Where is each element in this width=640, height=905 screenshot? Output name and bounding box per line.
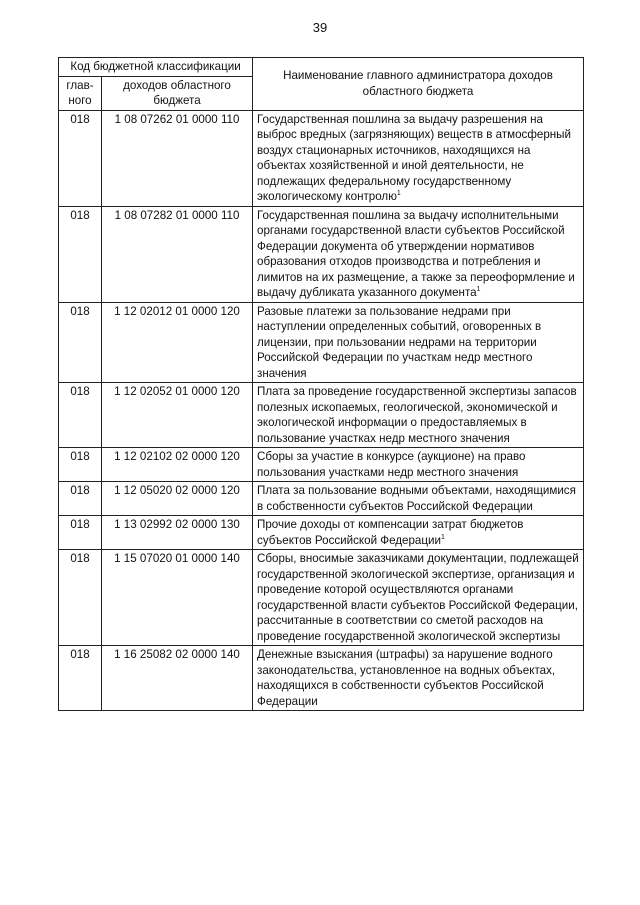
- footnote-marker: 1: [476, 286, 481, 294]
- admin-code-cell: [59, 448, 102, 482]
- income-code-cell: [102, 550, 253, 646]
- income-name-cell-text: Государственная пошлина за выдачу исполнительными органами государственной власти субъектов Российской Федерации документа об утверждении нормативов образования отходов производства и потребления и лимитов на их размещение, а также за переоформление и выдачу дубликата указанного документа: [257, 208, 575, 299]
- income-code-cell-text: 1 12 02102 02 0000 120: [114, 450, 240, 463]
- income-code-cell: [102, 482, 253, 516]
- income-name-cell-text: Прочие доходы от компенсации затрат бюджетов субъектов Российской Федерации: [257, 518, 524, 547]
- admin-code-cell-text: 018: [70, 648, 90, 661]
- income-code-cell: [102, 206, 253, 302]
- income-name-cell: [253, 448, 584, 482]
- admin-code-cell: [59, 482, 102, 516]
- income-name-cell-text: Разовые платежи за пользование недрами при наступлении определенных событий, оговоренных в лицензии, при пользовании недрами на территории Российской Федерации по участкам недр местного значения: [257, 304, 542, 380]
- footnote-marker: 1: [396, 190, 401, 198]
- income-code-cell-text: 1 08 07282 01 0000 110: [114, 208, 240, 222]
- admin-code-cell-text: 018: [70, 208, 90, 222]
- income-code-cell-text: 1 12 02052 01 0000 120: [114, 385, 240, 398]
- income-code-cell: [102, 383, 253, 448]
- income-name-cell: [253, 383, 584, 448]
- income-code-cell-text: 1 16 25082 02 0000 140: [114, 648, 240, 661]
- admin-code-cell-text: 018: [70, 304, 90, 318]
- admin-code-cell: [59, 110, 102, 206]
- income-code-cell-text: 1 12 02012 01 0000 120: [114, 304, 240, 318]
- table-row: [59, 110, 584, 206]
- table-row: [59, 482, 584, 516]
- admin-code-cell-text: 018: [70, 450, 90, 463]
- admin-code-cell-text: 018: [70, 484, 90, 497]
- admin-code-cell-text: 018: [70, 518, 90, 531]
- income-code-cell: [102, 302, 253, 383]
- table-row: [59, 383, 584, 448]
- admin-code-cell: [59, 646, 102, 711]
- admin-code-cell: [59, 383, 102, 448]
- income-name-cell: [253, 482, 584, 516]
- income-name-cell-text: Сборы, вносимые заказчиками документации, подлежащей государственной экологической экспертизе, организация и проведение которой осуществляются органами государственной власти субъектов Российской Федерации, рассчитанные в соответствии со сметой расходов на проведение государственной экологической экспертизы: [257, 552, 579, 643]
- income-name-cell: [253, 206, 584, 302]
- footnote-marker: 1: [440, 533, 445, 541]
- admin-code-cell: [59, 550, 102, 646]
- table-row: [59, 302, 584, 383]
- income-name-cell-text: Сборы за участие в конкурсе (аукционе) на право пользования участками недр местного значения: [257, 450, 526, 479]
- income-code-cell-text: 1 13 02992 02 0000 130: [114, 518, 240, 531]
- income-code-cell-text: 1 08 07262 01 0000 110: [114, 112, 240, 126]
- income-name-cell: [253, 516, 584, 550]
- income-code-cell: [102, 516, 253, 550]
- income-code-cell-text: 1 12 05020 02 0000 120: [114, 484, 240, 497]
- income-name-cell: [253, 302, 584, 383]
- admin-code-cell-text: 018: [70, 552, 90, 565]
- admin-code-cell: [59, 302, 102, 383]
- admin-code-cell-text: 018: [70, 112, 90, 126]
- table-row: [59, 550, 584, 646]
- income-name-cell-text: Плата за пользование водными объектами, находящимися в собственности субъектов Российской Федерации: [257, 484, 576, 513]
- header-group: Код бюджетной классификации: [59, 58, 253, 77]
- income-code-cell-text: 1 15 07020 01 0000 140: [114, 552, 240, 565]
- income-name-cell-text: Государственная пошлина за выдачу разрешения на выброс вредных (загрязняющих) веществ в атмосферный воздух стационарных источников, находящихся на объектах хозяйственной и иной деятельности, не подлежащих федеральному государственному экологическому контролю: [257, 112, 571, 203]
- admin-code-cell: [59, 516, 102, 550]
- admin-code-cell: [59, 206, 102, 302]
- header-name: Наименование главного администратора доходов областного бюджета: [253, 58, 584, 111]
- header-admin: глав-ного: [59, 76, 102, 110]
- income-name-cell: [253, 550, 584, 646]
- income-code-cell: [102, 110, 253, 206]
- table-row: [59, 516, 584, 550]
- table-body: [59, 110, 584, 711]
- header-code: доходов областного бюджета: [102, 76, 253, 110]
- budget-classification-table: [58, 57, 584, 711]
- table-row: [59, 646, 584, 711]
- table-row: [59, 206, 584, 302]
- admin-code-cell-text: 018: [70, 385, 90, 398]
- page-number: 39: [312, 20, 328, 35]
- table-row: [59, 448, 584, 482]
- income-code-cell: [102, 448, 253, 482]
- income-name-cell: [253, 646, 584, 711]
- income-name-cell-text: Плата за проведение государственной экспертизы запасов полезных ископаемых, геологической, экономической и экологической информации о предоставляемых в пользование участках недр местного значения: [257, 385, 577, 445]
- income-code-cell: [102, 646, 253, 711]
- income-name-cell-text: Денежные взыскания (штрафы) за нарушение водного законодательства, установленное на водных объектах, находящихся в собственности субъектов Российской Федерации: [257, 648, 556, 708]
- income-name-cell: [253, 110, 584, 206]
